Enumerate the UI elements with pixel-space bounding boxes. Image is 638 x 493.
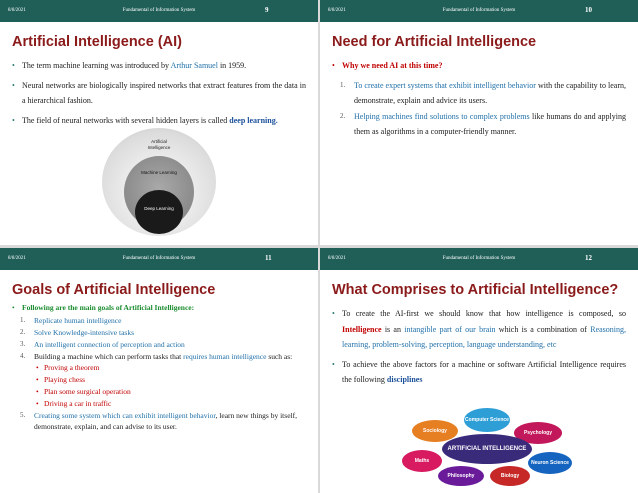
bullet-1: • To create the AI-first we should know that how intelligence is composed, so Intelligence is an intangible part of our brain which is a combination of Reasoning, learning, problem-solving, perception, language understanding, etc xyxy=(332,306,626,353)
arthur-samuel: Arthur Samuel xyxy=(170,61,218,70)
question: • Why we need AI at this time? xyxy=(332,58,626,74)
need-item-2: 2. Helping machines find solutions to complex problems like humans do and applying them as algorithms in a computer-friendly manner. xyxy=(340,111,627,136)
bullet-2: • To achieve the above factors for a machine or software Artificial Intelligence requires the following disciplines xyxy=(332,357,626,388)
slide-12 xyxy=(320,248,638,493)
ai-label: Artificial Intelligence xyxy=(147,139,171,150)
bullet-2: • Neural networks are biologically inspired networks that extract features from the data in a hierarchical fashion. xyxy=(12,78,306,109)
disciplines-diagram xyxy=(402,408,572,488)
neuron-science-node: Neuron Science xyxy=(528,452,572,474)
slide-date: 8/8/2021 xyxy=(8,8,26,13)
slide-10 xyxy=(320,0,638,245)
bullet-icon: • xyxy=(332,309,335,318)
slide-title: Need for Artificial Intelligence xyxy=(332,34,537,50)
ai-center-node: ARTIFICIAL INTELLIGENCE xyxy=(442,434,532,464)
maths-node: Maths xyxy=(402,450,442,472)
slide-header xyxy=(320,0,638,22)
bullet-3: • The field of neural networks with several hidden layers is called deep learning. xyxy=(12,113,306,129)
goal-4: 4. Building a machine which can perform tasks that requires human intelligence such as: • Proving a theorem • Playing chess • Plan some surgical operation • Driving a car in traffic xyxy=(12,351,306,409)
sociology-node: Sociology xyxy=(412,420,458,442)
slide-header-title: Fundamental of Information System xyxy=(122,256,196,261)
ml-label: Machine Learning xyxy=(141,170,177,175)
bullet-icon: • xyxy=(12,61,15,70)
example-item: • Driving a car in traffic xyxy=(36,399,112,408)
slide-date: 8/8/2021 xyxy=(328,8,346,13)
slide-header xyxy=(320,248,638,270)
goals-list xyxy=(12,315,306,432)
goal-3: 3. An intelligent connection of perception and action xyxy=(20,340,185,349)
example-item: • Playing chess xyxy=(36,375,86,384)
goals-intro: • Following are the main goals of Artificial Intelligence: xyxy=(12,303,195,312)
slide-content xyxy=(332,58,626,140)
dl-label: Deep Learning xyxy=(144,206,174,211)
goal-1: 1. Replicate human intelligence xyxy=(20,316,122,325)
dl-circle xyxy=(135,190,183,234)
slide-header-title: Fundamental of Information System xyxy=(122,8,196,13)
goal-2: 2. Solve Knowledge-intensive tasks xyxy=(20,328,134,337)
example-item: • Plan some surgical operation xyxy=(36,387,131,396)
need-item-1: 1. To create expert systems that exhibit intelligent behavior with the capability to learn, demonstrate, explain and advice its users. xyxy=(340,80,626,105)
deep-learning-term: deep learning. xyxy=(229,115,278,125)
slide-header xyxy=(0,248,318,270)
slide-header-title: Fundamental of Information System xyxy=(442,8,516,13)
slide-number: 10 xyxy=(585,6,592,14)
slide-date: 8/8/2021 xyxy=(8,256,26,261)
need-list xyxy=(332,78,626,140)
bullet-icon: • xyxy=(12,115,15,125)
bullet-icon: • xyxy=(12,80,15,90)
examples-list xyxy=(34,362,306,409)
slide-content xyxy=(332,306,626,392)
slide-number: 9 xyxy=(265,6,269,14)
slide-number: 11 xyxy=(265,254,272,262)
slide-content xyxy=(12,302,306,433)
biology-node: Biology xyxy=(490,466,530,486)
slide-title: What Comprises to Artificial Intelligence? xyxy=(332,282,619,298)
slide-number: 12 xyxy=(585,254,592,262)
philosophy-node: Philosophy xyxy=(438,466,484,486)
slide-content xyxy=(12,58,306,132)
computer-science-node: Computer Science xyxy=(464,408,510,432)
slide-header xyxy=(0,0,318,22)
slide-11 xyxy=(0,248,318,493)
bullet-icon: • xyxy=(332,61,335,70)
example-item: • Proving a theorem xyxy=(36,363,100,372)
slide-title: Goals of Artificial Intelligence xyxy=(12,282,216,298)
bullet-1: • The term machine learning was introduced by Arthur Samuel in 1959. xyxy=(12,58,306,74)
slide-title: Artificial Intelligence (AI) xyxy=(12,34,182,50)
goal-5: 5. Creating some system which can exhibit intelligent behavior, learn new things by itself, demonstrate, explain, and can advise to its user. xyxy=(20,411,297,431)
bullet-icon: • xyxy=(12,303,15,312)
psychology-node: Psychology xyxy=(514,422,562,444)
slide-header-title: Fundamental of Information System xyxy=(442,256,516,261)
slide-date: 8/8/2021 xyxy=(328,256,346,261)
slide-9 xyxy=(0,0,318,245)
bullet-icon: • xyxy=(332,359,335,369)
